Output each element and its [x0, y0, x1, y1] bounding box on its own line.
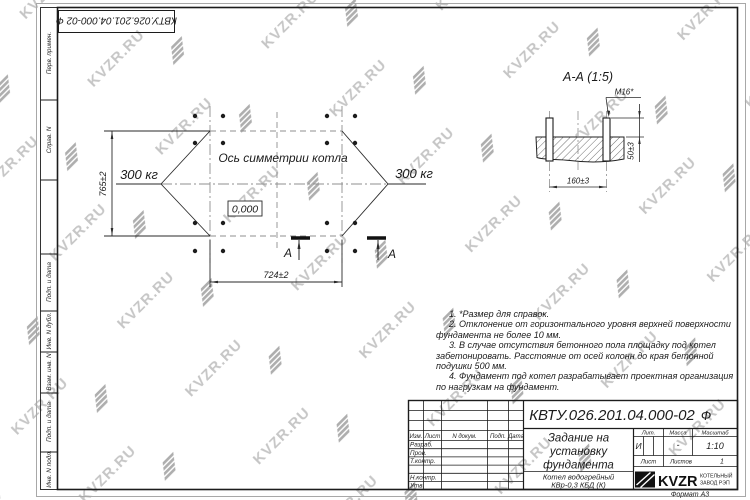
title-block-title-cell	[543, 433, 615, 490]
note-1: 1. *Размер для справок.	[449, 309, 550, 319]
scale-value: 1:10	[706, 441, 724, 451]
plan-dim-width: 724±2	[263, 270, 289, 280]
notes-block	[436, 309, 734, 392]
col-podp: Подп.	[490, 433, 506, 440]
title-block-doc-number: КВТУ.026.201.04.000-02	[529, 407, 695, 424]
lit-label: Лит.	[641, 430, 656, 437]
lit-value: И	[635, 441, 642, 451]
col-data: Дата	[508, 433, 524, 440]
row-utv: Утв.	[410, 482, 425, 490]
col-list: Лист	[424, 433, 441, 440]
sheets-value: 1	[720, 458, 724, 466]
plan-section-letter-right: А	[387, 247, 397, 261]
doc-title-line2: установку	[549, 446, 608, 458]
note-4: 4. Фундамент под котел разрабатывает проектная организация по нагрузкам на фундамент.	[436, 371, 734, 392]
top-stamp-doc-number: КВТУ.026.201.04.000-02 Ф	[55, 14, 178, 26]
mass-label: Масса	[669, 430, 687, 437]
mass-value: -	[676, 440, 680, 450]
sheet-label: Лист	[640, 459, 657, 466]
side-label-perv-primen: Перв. примен.	[46, 31, 53, 75]
title-block-doc-suffix: Ф	[700, 408, 712, 423]
title-block-header-row	[410, 434, 525, 440]
doc-title-line1: Задание на	[547, 432, 610, 445]
col-ndokum: N докум.	[452, 433, 477, 440]
logo-caption-2: ЗАВОД РЭП	[700, 480, 730, 487]
row-prov: Пров.	[410, 449, 427, 457]
side-label-podp-data-2: Подп. и дата	[46, 401, 53, 443]
col-izm: Изм.	[409, 433, 423, 440]
doc-title-line3: фундамента	[543, 459, 614, 472]
logo-caption-1: КОТЕЛЬНЫЙ	[700, 473, 733, 480]
note-2: 2. Отклонение от горизонтального уровня верхней поверхности фундамента не более 10 мм.	[436, 319, 731, 340]
product-line1: Котел водогрейный	[542, 472, 615, 482]
row-nkontr: Н.контр.	[410, 474, 437, 482]
logo-icon	[635, 472, 655, 488]
plan-elevation-value: 0,000	[231, 203, 259, 216]
logo-text: KVZR	[658, 474, 698, 490]
plan-symmetry-axis-label: Ось симметрии котла	[218, 151, 348, 165]
side-label-inv-podl: Инв. N подл.	[46, 450, 53, 488]
section-dim-spacing-value: 160±3	[566, 176, 590, 186]
scale-label: Масштаб	[701, 430, 729, 437]
sheets-label: Листов	[670, 459, 692, 466]
format-label: Формат А3	[670, 491, 710, 499]
row-tkontr: Т.контр.	[410, 458, 436, 465]
row-razrab: Разраб.	[410, 441, 433, 449]
plan-dim-height: 765±2	[98, 171, 108, 197]
plan-section-letter-left: А	[283, 246, 293, 260]
section-dim-protrusion-value: 50±3	[626, 142, 636, 160]
plan-load-left: 300 кг	[120, 167, 158, 182]
side-label-inv-dubl: Инв. N дубл.	[46, 312, 53, 350]
product-line2: КВр-0,3 КБД (К)	[551, 480, 606, 490]
side-label-podp-data-1: Подп. и дата	[46, 261, 53, 303]
plan-load-right: 300 кг	[395, 166, 433, 181]
section-title: А-А (1:5)	[562, 70, 614, 84]
note-3: 3. В случае отсутствия бетонного пола площадку под котел забетонировать. Расстояние от осей колонн до края бетонной подушки 500 мм.	[436, 340, 716, 372]
bolt-label: М16*	[614, 87, 634, 97]
side-label-vzam-inv: Взам. инв. N	[46, 353, 53, 391]
side-label-sprav-n: Справ. N	[46, 126, 53, 154]
